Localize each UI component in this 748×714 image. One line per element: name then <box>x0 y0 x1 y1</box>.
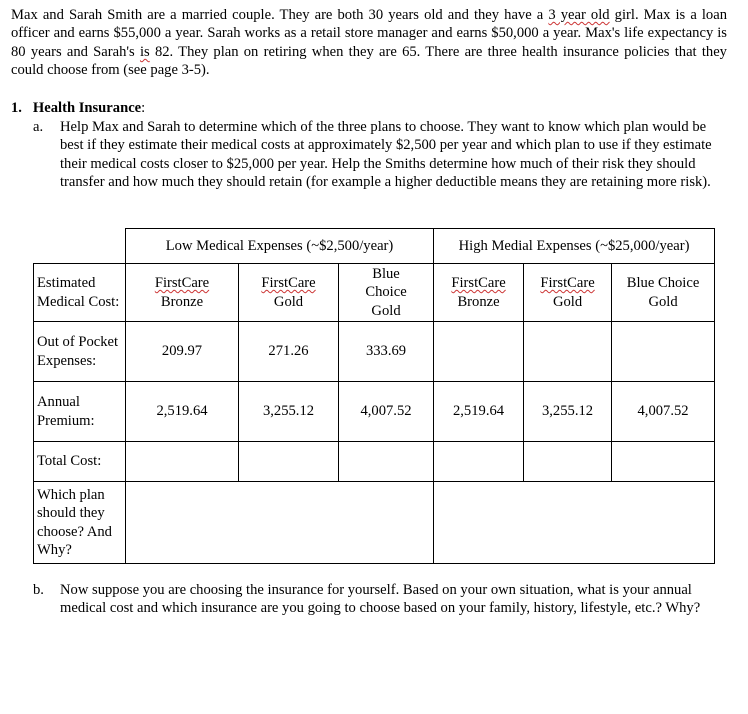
firstcare-name: FirstCare <box>154 275 210 292</box>
oop-firstcare-bronze-high <box>434 322 524 382</box>
total-firstcare-gold-high <box>524 442 612 482</box>
which-low-answer <box>126 482 434 564</box>
question-b-text: Now suppose you are choosing the insurance for yourself. Based on your own situation, what is your annual medical cost and which insurance are you going to choose based on your family, history, lifestyle, etc.? Why? <box>60 582 701 617</box>
oop-blue-choice-gold-high <box>612 322 715 382</box>
total-firstcare-gold-low <box>239 442 339 482</box>
which-high-answer <box>434 482 715 564</box>
firstcare-name: FirstCare <box>451 275 506 292</box>
section-heading <box>11 99 145 117</box>
oop-firstcare-bronze-low: 209.97 <box>126 322 239 382</box>
table-row-estimated <box>34 264 715 322</box>
firstcare-name: FirstCare <box>540 275 595 292</box>
intro-text-3: 82. They plan on retiring when they are 65. There are three health insurance policies that they could choose from (see page 3-5). <box>11 43 727 79</box>
plan-firstcare-bronze-high <box>434 264 524 322</box>
intro-text-2: girl. Max is a loan officer and earns $55,000 a year. Sarah works as a retail store manager and earns $50,000 a year. Max's life expectancy is 80 years and Sarah's <box>11 7 728 60</box>
total-blue-choice-gold-high <box>612 442 715 482</box>
question-b <box>33 581 723 618</box>
premium-firstcare-gold-low: 3,255.12 <box>239 382 339 442</box>
gold-name: Gold <box>648 293 678 310</box>
plan-firstcare-gold-high <box>524 264 612 322</box>
row-label-total: Total Cost: <box>34 442 126 482</box>
total-blue-choice-gold-low <box>339 442 434 482</box>
table-corner-cell <box>34 229 126 264</box>
table-row-premium <box>34 382 715 442</box>
row-label-premium: Annual Premium: <box>34 382 126 442</box>
premium-blue-choice-gold-low: 4,007.52 <box>339 382 434 442</box>
high-expenses-header: High Medial Expenses (~$25,000/year) <box>434 229 715 264</box>
insurance-table <box>33 228 715 564</box>
question-a-text: Help Max and Sarah to determine which of the three plans to choose. They want to know which plan would be best if they estimate their medical costs at approximately $2,500 per year and which plan to use if they estimate their medical costs closer to $25,000 per year. Help the Smiths determine how much of their risk they should transfer and how much they should retain (for example a higher deductible means they are retaining more risk). <box>60 119 712 191</box>
plan-firstcare-gold-low <box>239 264 339 322</box>
row-label-which: Which plan should they choose? And Why? <box>34 482 126 564</box>
intro-is-word: is <box>139 43 150 60</box>
plan-blue-choice-gold-high <box>612 264 715 322</box>
plan-blue-choice-gold-low <box>339 264 434 322</box>
bronze-name: Bronze <box>160 293 204 310</box>
table-header-row <box>34 229 715 264</box>
gold-name: Gold <box>552 293 583 310</box>
row-label-oop: Out of Pocket Expenses: <box>34 322 126 382</box>
oop-firstcare-gold-low: 271.26 <box>239 322 339 382</box>
intro-child-age: 3 year old <box>548 7 610 23</box>
question-a <box>33 118 723 192</box>
oop-blue-choice-gold-low: 333.69 <box>339 322 434 382</box>
firstcare-name: FirstCare <box>261 275 316 292</box>
premium-firstcare-bronze-low: 2,519.64 <box>126 382 239 442</box>
gold-name: Gold <box>371 302 401 319</box>
table-row-total <box>34 442 715 482</box>
total-firstcare-bronze-high <box>434 442 524 482</box>
premium-blue-choice-gold-high: 4,007.52 <box>612 382 715 442</box>
blue-choice-name: Blue Choice <box>626 275 700 292</box>
table-row-oop <box>34 322 715 382</box>
row-label-estimated: Estimated Medical Cost: <box>34 264 126 322</box>
section-colon: : <box>141 100 146 116</box>
intro-paragraph <box>11 6 727 80</box>
total-firstcare-bronze-low <box>126 442 239 482</box>
bronze-name: Bronze <box>457 293 500 310</box>
section-title: Health Insurance <box>32 100 142 116</box>
plan-firstcare-bronze-low <box>126 264 239 322</box>
low-expenses-header: Low Medical Expenses (~$2,500/year) <box>126 229 434 264</box>
section-number: 1. <box>11 100 22 116</box>
gold-name: Gold <box>273 293 304 310</box>
table-row-which <box>34 482 715 564</box>
premium-firstcare-gold-high: 3,255.12 <box>524 382 612 442</box>
premium-firstcare-bronze-high: 2,519.64 <box>434 382 524 442</box>
blue-name: Blue <box>372 265 400 282</box>
question-b-label: b. <box>33 582 44 598</box>
intro-text-1: Max and Sarah Smith are a married couple. They are both 30 years old and they have a <box>11 7 549 23</box>
question-a-label: a. <box>33 119 44 135</box>
choice-name: Choice <box>365 284 407 301</box>
oop-firstcare-gold-high <box>524 322 612 382</box>
